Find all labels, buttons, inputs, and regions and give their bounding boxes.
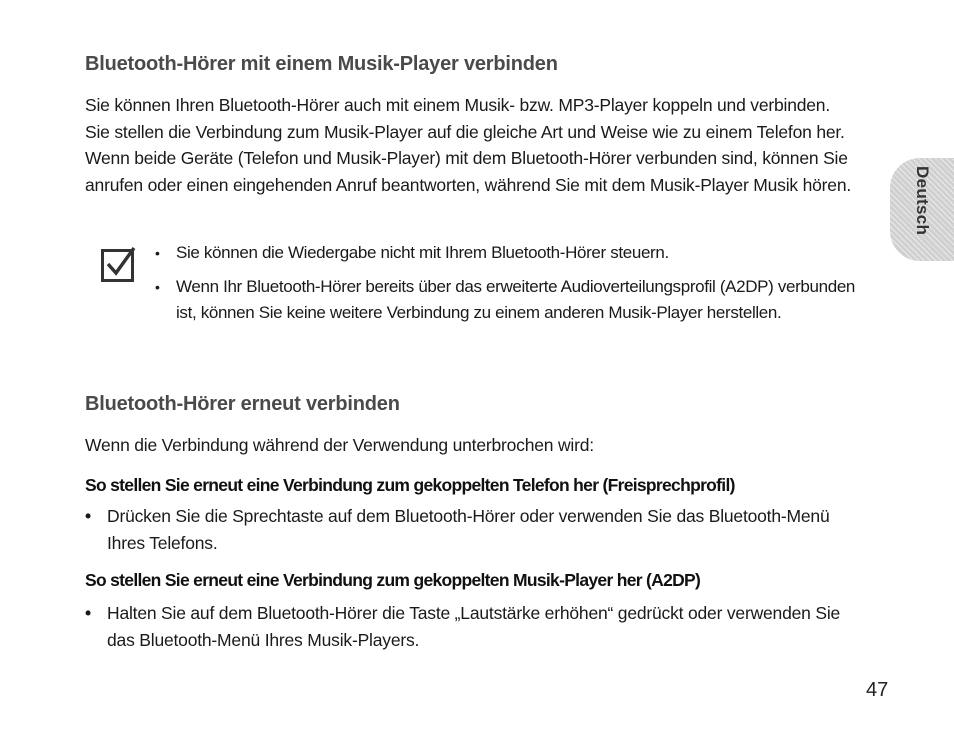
page-number: 47	[866, 679, 889, 701]
reconnect-intro: Wenn die Verbindung während der Verwendung unterbrochen wird:	[85, 435, 594, 455]
note-item-text: Sie können die Wiedergabe nicht mit Ihrem Bluetooth-Hörer steuern.	[176, 243, 669, 262]
bullet-glyph: •	[155, 278, 160, 295]
list-item-text: Drücken Sie die Sprechtaste auf dem Bluetooth-Hörer oder verwenden Sie das Bluetooth-Menü Ihres Telefons.	[107, 506, 830, 553]
list-item-text: Halten Sie auf dem Bluetooth-Hörer die Taste „Lautstärke erhöhen“ gedrückt oder verwenden Sie das Bluetooth-Menü Ihres Musik-Players.	[107, 603, 841, 650]
section-paragraph-music-player: Sie können Ihren Bluetooth-Hörer auch mit einem Musik- bzw. MP3-Player koppeln und verbinden. Sie stellen die Verbindung zum Musik-Player auf die gleiche Art und Weise wie zu einem Telefon her. Wenn beide Geräte (Telefon und Musik-Player) mit dem Bluetooth-Hörer verbunden sind, können Sie anrufen oder einen eingehenden Anruf beantworten, während Sie mit dem Musik-Player Musik hören.	[85, 95, 852, 195]
note-list	[155, 240, 875, 334]
note-item	[155, 274, 875, 327]
list-item	[85, 600, 855, 653]
note-item-text: Wenn Ihr Bluetooth-Hörer bereits über das erweiterte Audioverteilungsprofil (A2DP) verbunden ist, können Sie keine weitere Verbindung zu einem anderen Musik-Player herstellen.	[176, 276, 856, 322]
language-side-tab	[890, 158, 954, 261]
bullet-glyph: •	[85, 603, 91, 623]
language-side-tab-label: Deutsch	[913, 166, 932, 236]
bullet-glyph: •	[155, 245, 160, 261]
subheading-music-player-reconnect: So stellen Sie erneut eine Verbindung zum gekoppelten Musik-Player her (A2DP)	[85, 570, 701, 590]
note-item	[155, 240, 875, 267]
subheading-phone-reconnect: So stellen Sie erneut eine Verbindung zum gekoppelten Telefon her (Freisprechprofil)	[85, 475, 735, 495]
note-checkbox-icon	[101, 246, 137, 282]
list-item	[85, 503, 855, 556]
bullet-glyph: •	[85, 506, 91, 526]
section-heading-reconnect: Bluetooth-Hörer erneut verbinden	[85, 393, 400, 415]
section-heading-music-player: Bluetooth-Hörer mit einem Musik-Player verbinden	[85, 53, 558, 75]
